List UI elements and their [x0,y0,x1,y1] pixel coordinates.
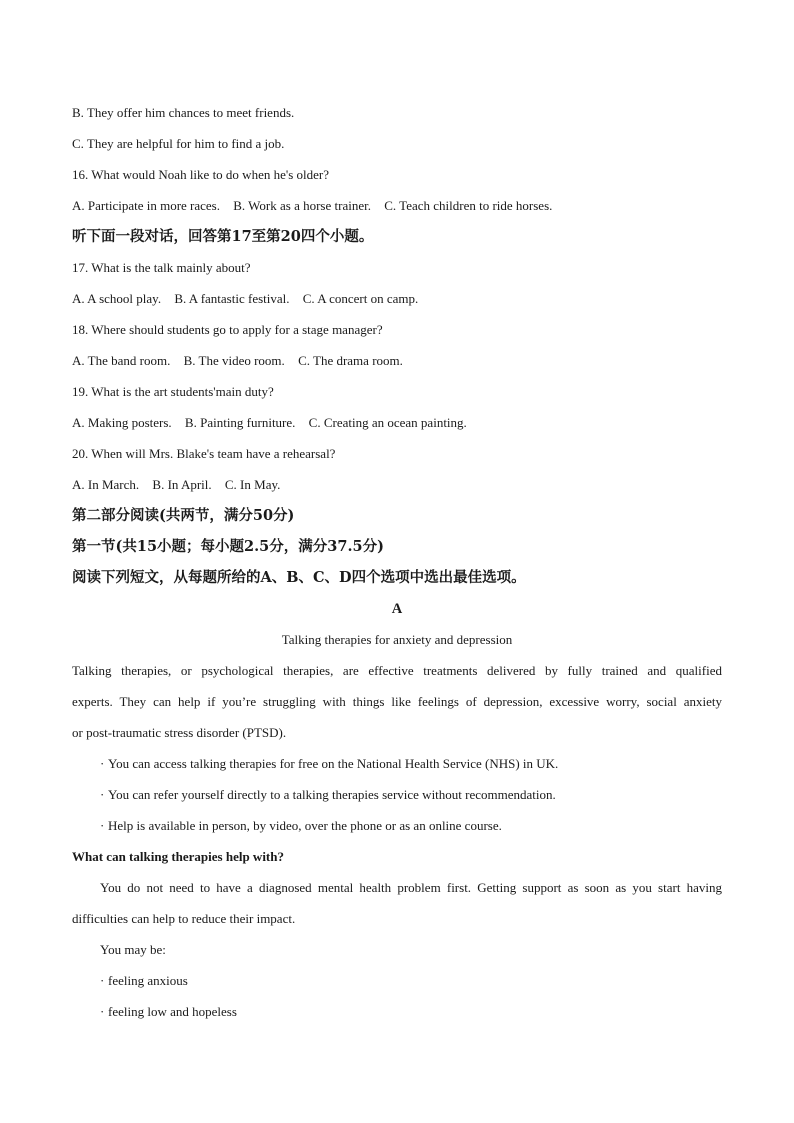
passage-bullet-3-text: Help is available in person, by video, over the phone or as an online course. [108,818,502,833]
q19-options [72,410,722,441]
subheading: What can talking therapies help with? [72,849,284,864]
feeling-bullet-1 [72,968,722,999]
q18-option-c: C. The drama room. [298,353,403,368]
passage-intro-line-1: Talking therapies, or psychological therapies, are effective treatments delivered by fully trained and qualified [72,663,722,678]
q16-question: 16. What would Noah like to do when he's older? [72,167,329,182]
passage-bullet-2 [72,782,722,813]
q17-option-a: A. A school play. [72,291,162,306]
q17-option-c: C. A concert on camp. [302,291,419,306]
q20-options [72,472,722,503]
q18-options [72,348,722,379]
bullet-dot-icon: · [100,1004,105,1019]
q16-option-a: A. Participate in more races. [72,198,220,213]
q19-option-b: B. Painting furniture. [184,415,296,430]
passage-bullet-3 [72,813,722,844]
q17-option-b: B. A fantastic festival. [174,291,290,306]
bullet-dot-icon: · [100,787,105,802]
feeling-bullet-1-text: feeling anxious [108,973,188,988]
q19-question: 19. What is the art students'main duty? [72,384,274,399]
section-instruction-17-20: 听下面一段对话，回答第17至第20四个小题。 [72,228,374,245]
q16-options [72,193,722,224]
feeling-bullet-2 [72,999,722,1030]
part2-section1-title: 第一节(共15小题；每小题2.5分，满分37.5分) [72,538,384,555]
bullet-dot-icon: · [100,818,105,833]
bullet-dot-icon: · [100,756,105,771]
q17-question: 17. What is the talk mainly about? [72,260,251,275]
q17-options [72,286,722,317]
q15-option-b: B. They offer him chances to meet friends. [72,105,295,120]
q15-option-c: C. They are helpful for him to find a job. [72,136,285,151]
q18-question: 18. Where should students go to apply for a stage manager? [72,322,383,337]
part2-instruction: 阅读下列短文，从每题所给的A、B、C、D四个选项中选出最佳选项。 [72,569,526,586]
q18-option-a: A. The band room. [72,353,171,368]
passage-intro-line-3: or post-traumatic stress disorder (PTSD). [72,725,287,740]
part2-title: 第二部分阅读(共两节，满分50分) [72,507,295,524]
help-paragraph-line-2: difficulties can help to reduce their impact. [72,911,296,926]
q16-option-b: B. Work as a horse trainer. [233,198,371,213]
q19-option-c: C. Creating an ocean painting. [308,415,467,430]
q20-question: 20. When will Mrs. Blake's team have a rehearsal? [72,446,336,461]
q19-option-a: A. Making posters. [72,415,172,430]
passage-bullet-1 [72,751,722,782]
q16-option-c: C. Teach children to ride horses. [384,198,553,213]
you-may-be: You may be: [100,942,166,957]
q20-option-a: A. In March. [72,477,140,492]
bullet-dot-icon: · [100,973,105,988]
passage-intro-line-2: experts. They can help if you’re struggling with things like feelings of depression, excessive worry, social anxiety [72,694,722,709]
feeling-bullet-2-text: feeling low and hopeless [108,1004,237,1019]
help-paragraph-line-1: You do not need to have a diagnosed mental health problem first. Getting support as soon as you start having [100,880,722,895]
q20-option-b: B. In April. [152,477,212,492]
passage-letter: A [391,601,403,617]
passage-title: Talking therapies for anxiety and depression [281,632,513,647]
passage-bullet-1-text: You can access talking therapies for free on the National Health Service (NHS) in UK. [108,756,559,771]
q18-option-b: B. The video room. [183,353,285,368]
exam-page [72,100,722,1030]
q20-option-c: C. In May. [224,477,281,492]
passage-bullet-2-text: You can refer yourself directly to a talking therapies service without recommendation. [108,787,556,802]
